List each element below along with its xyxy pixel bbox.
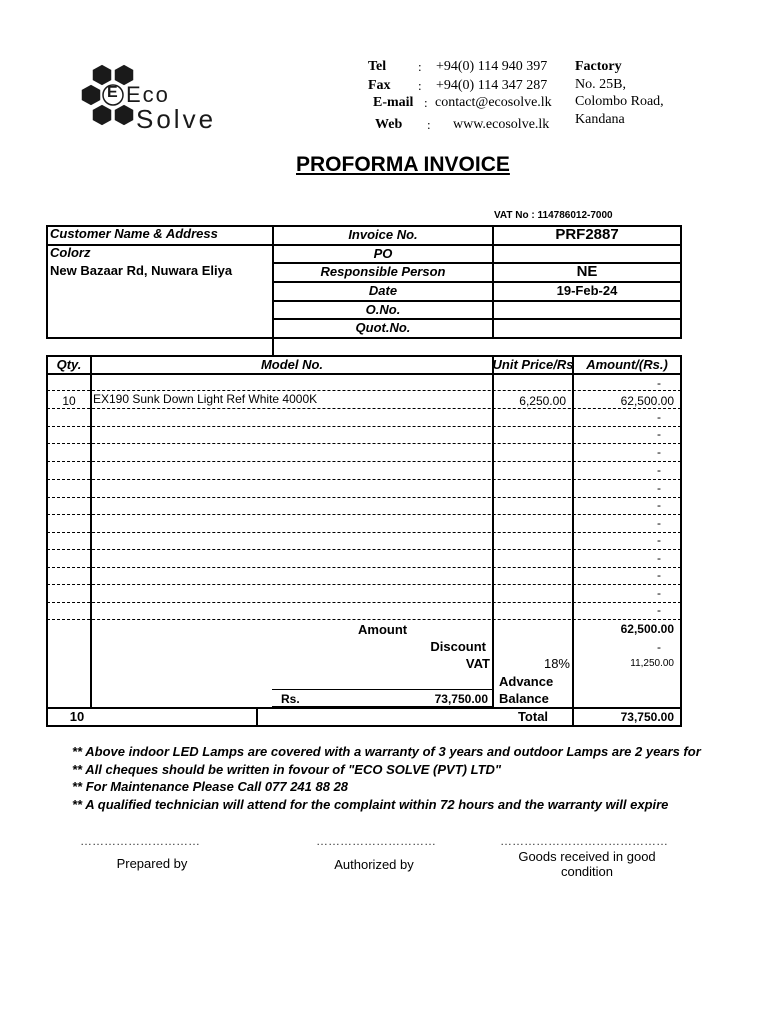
- discount-label: Discount: [430, 639, 486, 654]
- row-dash: -: [657, 481, 661, 495]
- customer-address: New Bazaar Rd, Nuwara Eliya: [50, 263, 233, 278]
- responsible-value: NE: [576, 263, 598, 280]
- amount-value: 62,500.00: [620, 622, 674, 636]
- vat-rate: 18%: [543, 656, 570, 671]
- fax-label: Fax: [368, 78, 391, 93]
- quot-label: Quot.No.: [355, 320, 411, 335]
- item-unit-price: 6,250.00: [519, 394, 566, 408]
- row-dash: -: [657, 427, 661, 441]
- invoice-no-value: PRF2887: [555, 226, 619, 243]
- company-logo: [72, 62, 242, 137]
- note-maintenance: ** For Maintenance Please Call 077 241 88 28: [72, 779, 349, 794]
- advance-label: Advance: [499, 674, 554, 689]
- header-unit-price: Unit Price/Rs: [492, 357, 574, 372]
- row-dash: -: [657, 551, 661, 565]
- discount-value: -: [657, 640, 661, 654]
- email-label: E-mail: [373, 95, 414, 110]
- row-dash: -: [657, 410, 661, 424]
- factory-line2: Colombo Road,: [575, 94, 664, 109]
- rs-label: Rs.: [281, 692, 300, 706]
- row-dash: -: [657, 568, 661, 582]
- note-technician: ** A qualified technician will attend for the complaint within 72 hours and the warranty will expire: [72, 797, 669, 812]
- vat-value: 11,250.00: [630, 658, 674, 669]
- amount-label: Amount: [358, 622, 408, 637]
- balance-label: Balance: [499, 691, 549, 706]
- responsible-label: Responsible Person: [320, 264, 446, 279]
- header-qty: Qty.: [56, 357, 82, 372]
- vat-label: VAT: [465, 656, 490, 671]
- ono-label: O.No.: [365, 302, 401, 317]
- date-label: Date: [368, 283, 398, 298]
- invoice-no-label: Invoice No.: [348, 227, 418, 242]
- web-label: Web: [375, 117, 403, 132]
- web-sep: :: [427, 117, 431, 132]
- item-qty: 10: [62, 394, 76, 408]
- total-qty: 10: [69, 709, 85, 724]
- header-model: Model No.: [260, 357, 324, 372]
- rs-value: 73,750.00: [434, 692, 488, 706]
- web-value: www.ecosolve.lk: [453, 117, 550, 132]
- tel-label: Tel: [368, 59, 387, 74]
- row-dash: -: [657, 463, 661, 477]
- goods-received-label-line2: condition: [560, 864, 614, 879]
- vat-number: VAT No : 114786012-7000: [494, 210, 613, 221]
- authorized-by-label: Authorized by: [334, 857, 414, 872]
- row-dash: -: [657, 445, 661, 459]
- factory-label: Factory: [575, 59, 622, 74]
- row-dash: -: [657, 533, 661, 547]
- po-label: PO: [373, 246, 393, 261]
- goods-received-label-line1: Goods received in good: [518, 849, 656, 864]
- logo-word-eco: Eco: [126, 82, 170, 107]
- total-value: 73,750.00: [620, 710, 674, 724]
- authorized-signature-line: …………………………: [316, 834, 436, 848]
- logo-letter: E: [107, 84, 118, 101]
- item-amount: 62,500.00: [620, 394, 674, 408]
- prepared-by-label: Prepared by: [116, 856, 188, 871]
- email-sep: :: [424, 95, 428, 110]
- note-warranty: ** Above indoor LED Lamps are covered with a warranty of 3 years and outdoor Lamps are 2 years for: [72, 744, 701, 759]
- factory-line3: Kandana: [575, 112, 625, 127]
- date-value: 19-Feb-24: [556, 283, 618, 298]
- customer-name: Colorz: [50, 245, 91, 260]
- row-dash: -: [657, 516, 661, 530]
- total-label: Total: [517, 709, 549, 724]
- note-cheques: ** All cheques should be written in fovour of "ECO SOLVE (PVT) LTD": [72, 762, 502, 777]
- factory-line1: No. 25B,: [575, 77, 626, 92]
- tel-sep: :: [418, 59, 422, 74]
- row-dash: -: [657, 376, 661, 390]
- header-amount: Amount/(Rs.): [586, 357, 668, 372]
- email-value: contact@ecosolve.lk: [435, 95, 552, 110]
- tel-value: +94(0) 114 940 397: [436, 59, 548, 74]
- fax-value: +94(0) 114 347 287: [436, 78, 548, 93]
- received-signature-line: ……………………………………: [500, 834, 668, 848]
- page-title: PROFORMA INVOICE: [296, 153, 510, 176]
- row-dash: -: [657, 603, 661, 617]
- prepared-signature-line: …………………………: [80, 834, 200, 848]
- row-dash: -: [657, 498, 661, 512]
- logo-word-solve: Solve: [136, 104, 217, 134]
- fax-sep: :: [418, 78, 422, 93]
- item-model: EX190 Sunk Down Light Ref White 4000K: [93, 392, 318, 406]
- customer-label: Customer Name & Address: [50, 226, 218, 241]
- row-dash: -: [657, 586, 661, 600]
